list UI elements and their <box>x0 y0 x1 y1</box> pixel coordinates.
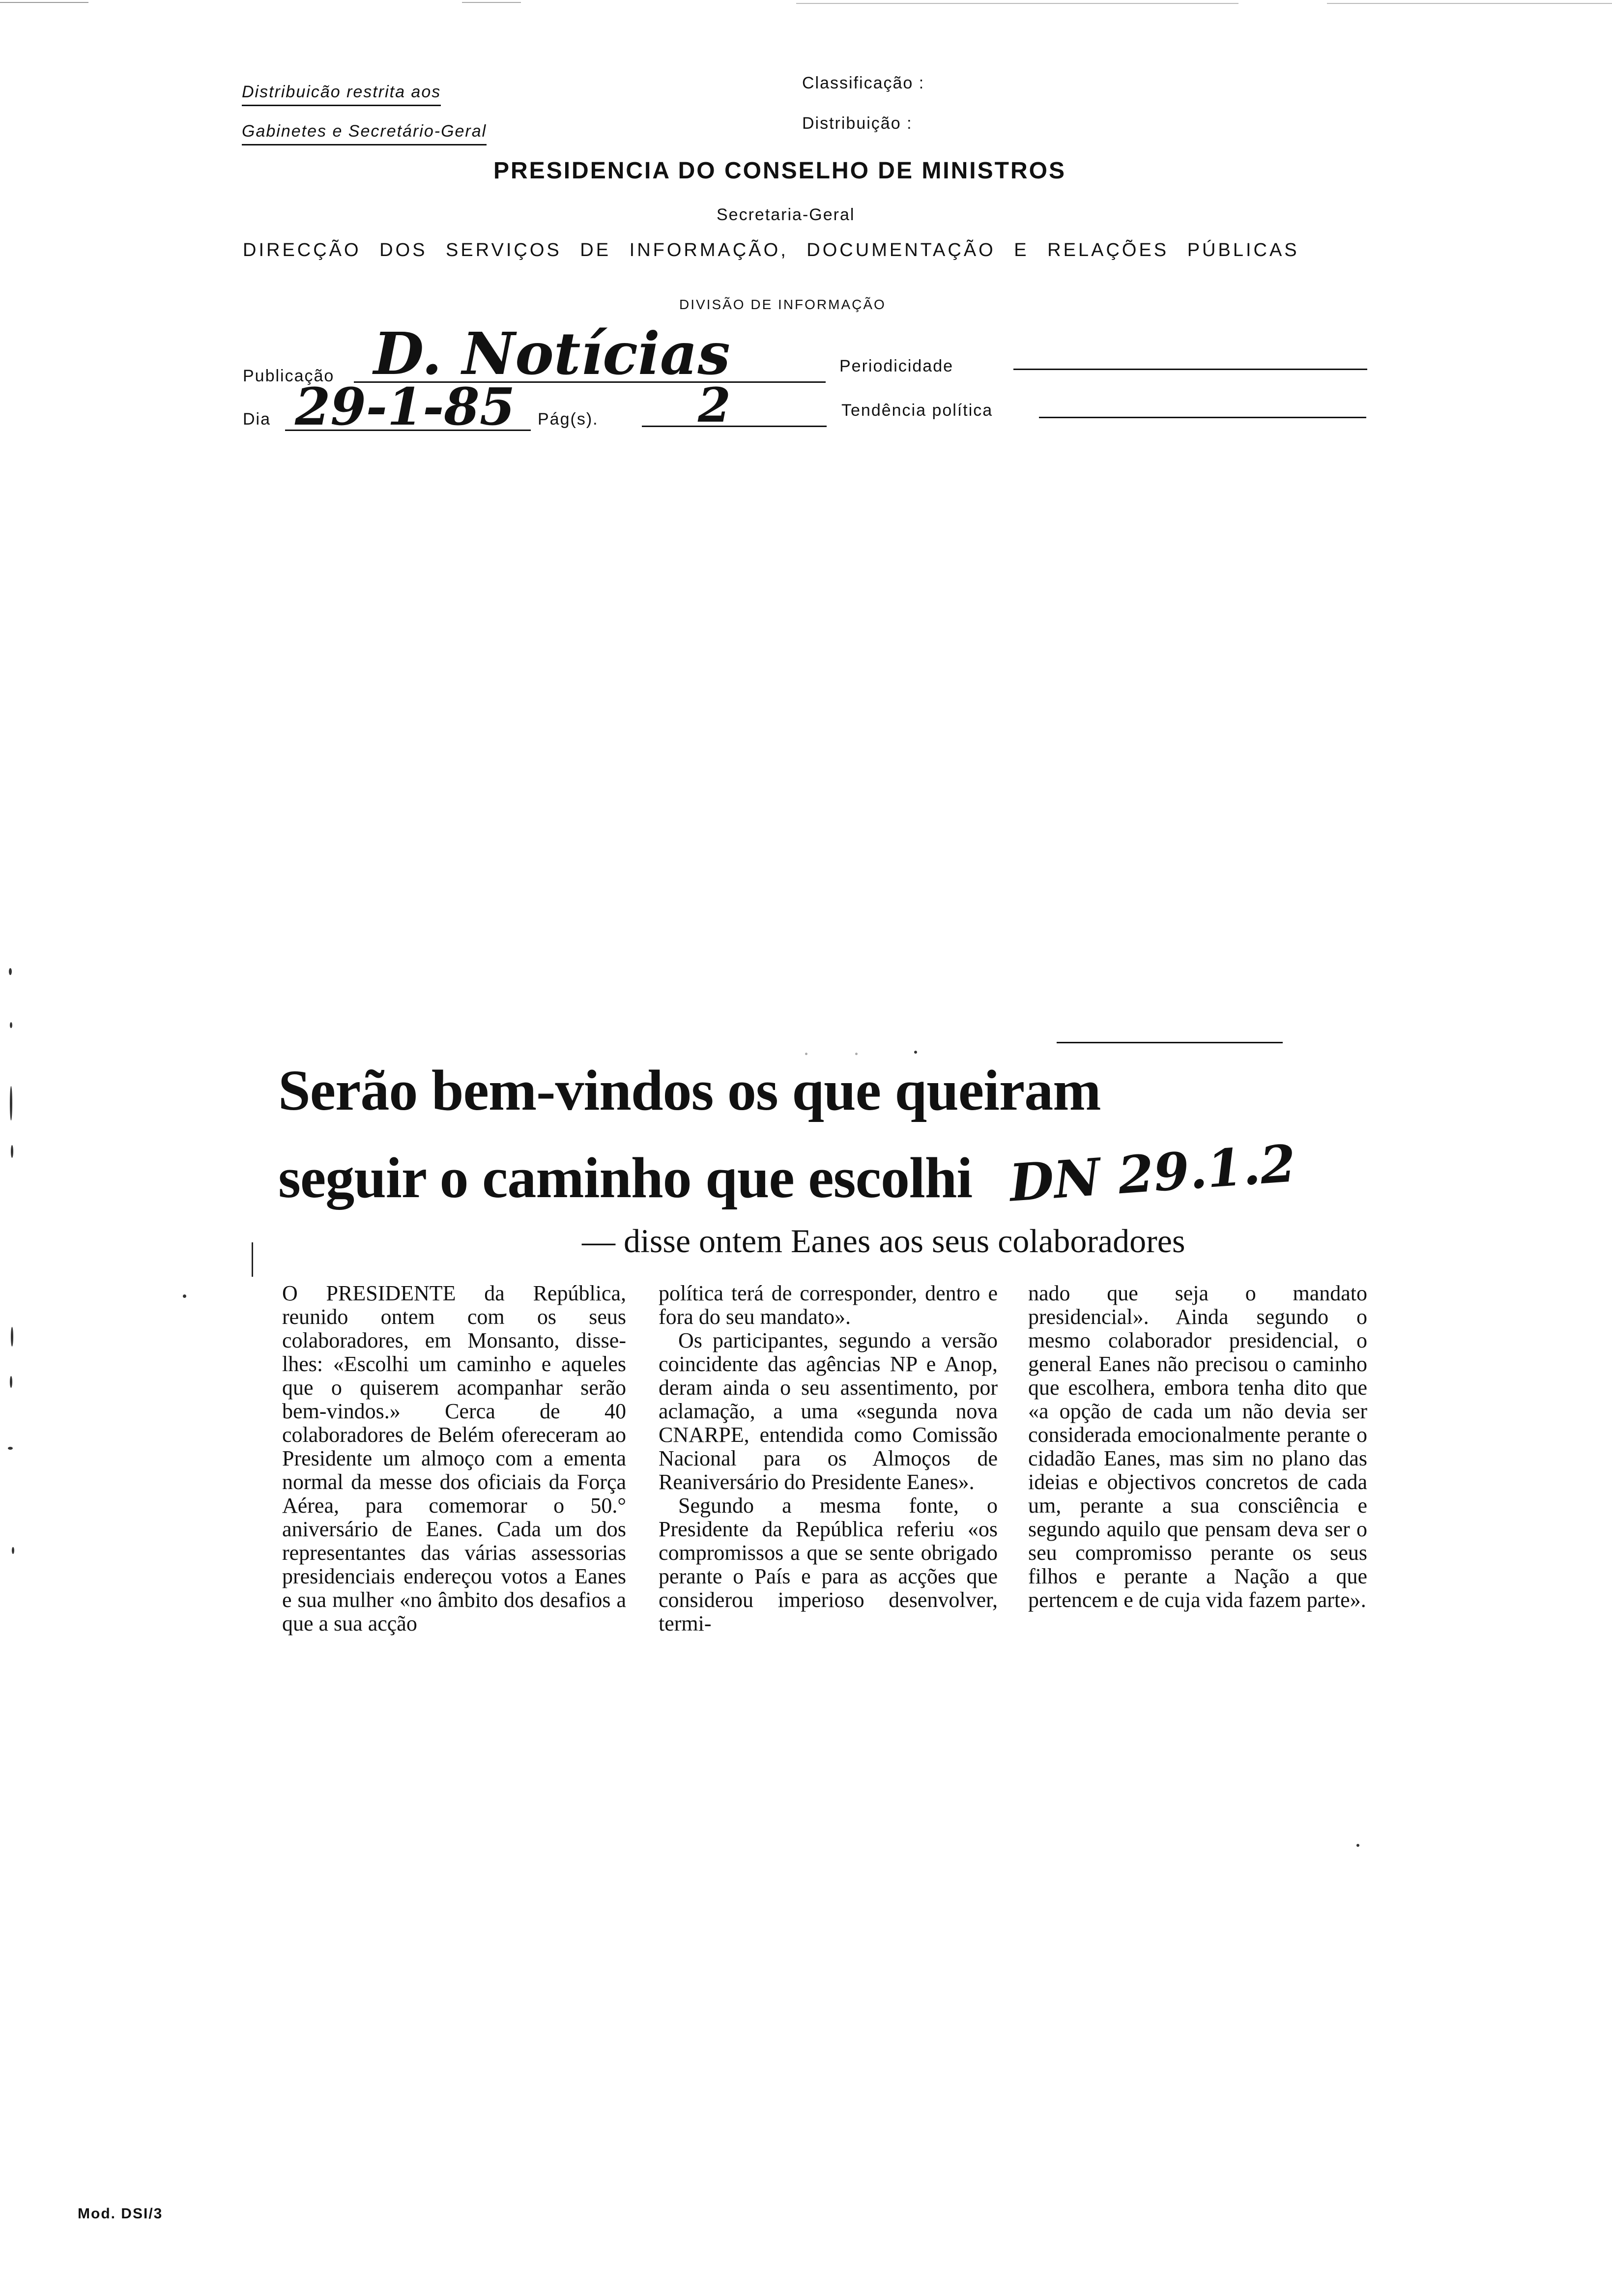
scan-speck <box>11 1145 13 1158</box>
periodicidade-field-line <box>1013 369 1367 370</box>
article-top-rule <box>1057 1042 1283 1043</box>
article-headline-line1: Serão bem-vindos os que queiram <box>278 1058 1101 1122</box>
scan-edge-mark <box>1327 3 1612 4</box>
dia-label: Dia <box>243 410 271 429</box>
classificacao-label: Classificação : <box>802 74 925 92</box>
scan-speck <box>183 1294 186 1298</box>
secretaria-label: Secretaria-Geral <box>717 205 855 224</box>
left-margin-mark <box>252 1242 253 1277</box>
pags-handwritten-value: 2 <box>698 377 731 433</box>
publicacao-label: Publicação <box>243 367 335 385</box>
pags-field-line <box>642 426 827 427</box>
scan-edge-mark <box>796 3 1238 4</box>
tendencia-label: Tendência política <box>841 401 993 420</box>
article-paragraph: nado que seja o mandato presidencial». Ainda segundo o mesmo colaborador presidencial, o general Eanes não precisou o caminho que escolhera, embora tenha dito que «a opção de cada um não devia ser considerada emocionalmente perante o cidadão Eanes, mas sim no plano das ideias e objectivos concretos de cada um, perante a sua consciência e segundo aquilo que pensam deva ser o seu compromisso perante os seus filhos e perante a Nação a que pertencem e de cuja vida fazem parte». <box>1028 1281 1367 1612</box>
form-model-code: Mod. DSI/3 <box>78 2206 163 2222</box>
direccao-line: DIRECÇÃO DOS SERVIÇOS DE INFORMAÇÃO, DOCUMENTAÇÃO E RELAÇÕES PÚBLICAS <box>243 240 1299 260</box>
distribution-restriction-line2: Gabinetes e Secretário-Geral <box>242 122 487 145</box>
divisao-label: DIVISÃO DE INFORMAÇÃO <box>679 297 886 312</box>
scan-speck <box>12 1547 14 1554</box>
dia-handwritten-value: 29-1-85 <box>295 376 516 437</box>
scan-speck <box>10 1376 12 1388</box>
scan-speck <box>10 1086 12 1120</box>
article-column-3 <box>1028 1282 1367 1612</box>
article-column-1 <box>282 1282 626 1636</box>
article-column-2 <box>659 1282 998 1636</box>
tendencia-field-line <box>1039 417 1366 418</box>
scan-speck <box>11 1327 13 1347</box>
publicacao-handwritten-value: D. Notícias <box>374 319 730 388</box>
article-headline-line2: seguir o caminho que escolhi <box>278 1146 973 1210</box>
scan-edge-mark <box>0 2 88 3</box>
scan-edge-mark <box>462 2 521 3</box>
scan-speck <box>914 1051 917 1054</box>
article-paragraph: Segundo a mesma fonte, o Presidente da República referiu «os compromissos a que se sente obrigado perante o País e para as acções que considerou imperioso desenvolver, termi- <box>659 1493 998 1636</box>
scan-speck <box>8 1447 13 1450</box>
periodicidade-label: Periodicidade <box>839 357 954 375</box>
scan-speck <box>855 1053 858 1055</box>
scan-speck <box>1356 1844 1359 1847</box>
article-paragraph: O PRESIDENTE da República, reunido ontem com os seus colaboradores, em Monsanto, disse-lhes: «Escolhi um caminho e aqueles que o quiserem acompanhar serão bem-vindos.» Cerca de 40 colaboradores de Belém ofereceram ao Presidente um almoço com a ementa normal da messe dos oficiais da Força Aérea, para comemorar o 50.° aniversário de Eanes. Cada um dos representantes das várias assessorias presidenciais endereçou votos a Eanes e sua mulher «no âmbito dos desafios a que a sua acção <box>282 1281 626 1636</box>
pags-label: Pág(s). <box>538 410 599 429</box>
article-subheadline: — disse ontem Eanes aos seus colaboradores <box>582 1222 1185 1260</box>
article-paragraph: política terá de corresponder, dentro e fora do seu mandato». <box>659 1281 998 1329</box>
scan-speck <box>805 1053 807 1055</box>
distribuicao-label: Distribuição : <box>802 114 913 133</box>
scan-speck <box>9 968 12 975</box>
organization-title: PRESIDENCIA DO CONSELHO DE MINISTROS <box>493 158 1066 184</box>
distribution-restriction-line1: Distribuicão restrita aos <box>242 83 441 106</box>
scan-speck <box>10 1022 12 1028</box>
handwritten-reference-annotation: DN 29.1.2 <box>1008 1133 1298 1213</box>
article-paragraph: Os participantes, segundo a versão coincidente das agências NP e Anop, deram ainda o seu assentimento, por aclamação, a uma «segunda nova CNARPE, entendida como Comissão Nacional para os Almoços de Reaniversário do Presidente Eanes». <box>659 1328 998 1494</box>
